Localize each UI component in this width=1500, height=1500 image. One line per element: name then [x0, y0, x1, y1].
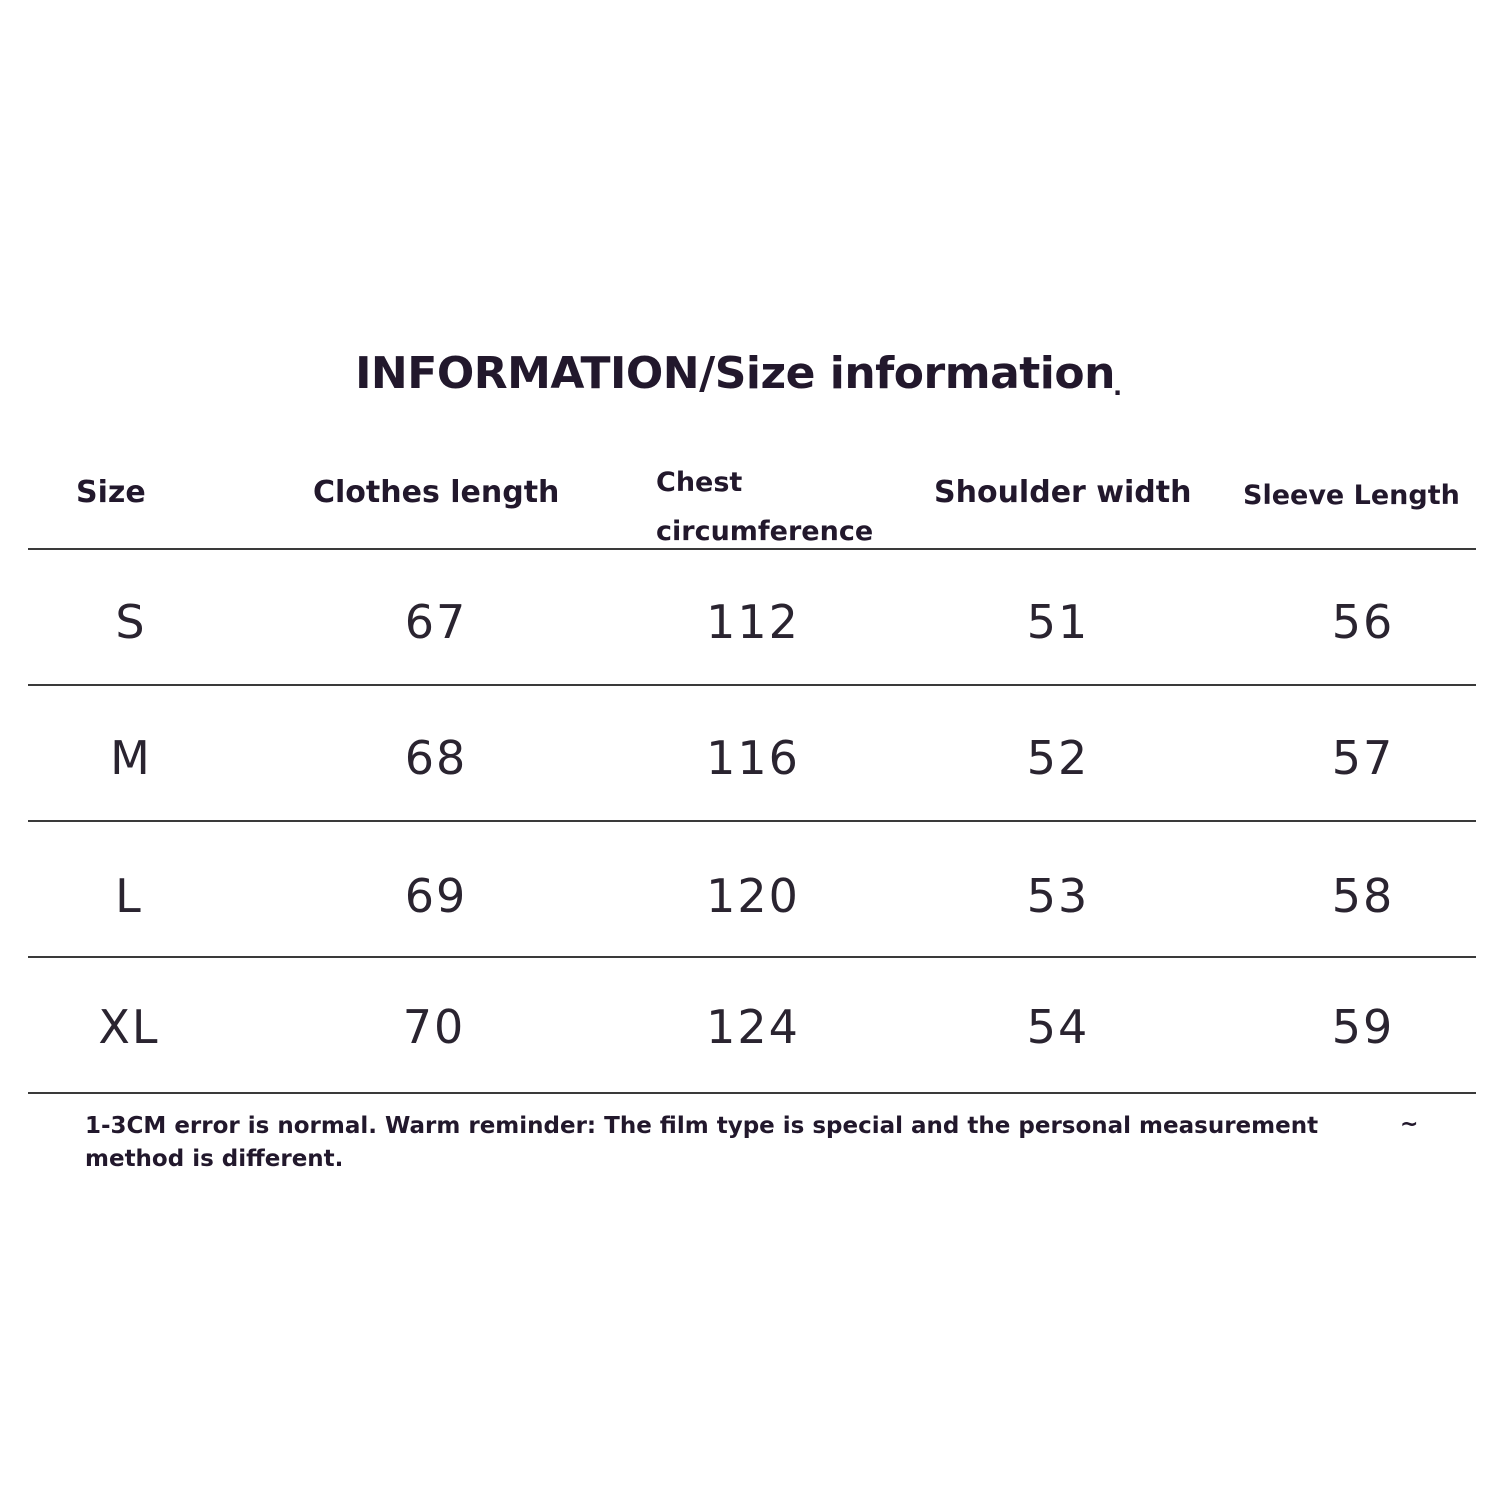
cell-shoulder: 53	[1026, 869, 1090, 923]
measurement-note: 1-3CM error is normal. Warm reminder: The film type is special and the personal measurement method is different.	[85, 1113, 1319, 1172]
table-divider	[28, 1092, 1476, 1094]
table-row	[0, 829, 1500, 963]
cell-size: M	[110, 731, 152, 785]
table-header-row	[0, 455, 1500, 545]
cell-sleeve: 56	[1331, 595, 1395, 649]
table-row	[0, 691, 1500, 825]
page-title: INFORMATION/Size information	[355, 348, 1115, 399]
header-size: Size	[76, 475, 146, 510]
cell-size: XL	[98, 1000, 160, 1054]
cell-clothes-length: 68	[404, 731, 468, 785]
table-row	[0, 960, 1500, 1094]
cell-size: L	[115, 869, 143, 923]
cell-shoulder: 51	[1026, 595, 1090, 649]
cell-sleeve: 59	[1331, 1000, 1395, 1054]
cell-size: S	[115, 595, 147, 649]
header-shoulder-width: Shoulder width	[934, 475, 1192, 510]
cell-chest: 112	[706, 595, 800, 649]
cell-clothes-length: 67	[404, 595, 468, 649]
header-sleeve-length: Sleeve Length	[1243, 480, 1460, 511]
cell-clothes-length: 70	[402, 1000, 466, 1054]
cell-clothes-length: 69	[404, 869, 468, 923]
header-clothes-length: Clothes length	[313, 475, 560, 510]
table-divider	[28, 820, 1476, 822]
cell-sleeve: 58	[1331, 869, 1395, 923]
table-divider	[28, 956, 1476, 958]
cell-sleeve: 57	[1331, 731, 1395, 785]
table-row	[0, 555, 1500, 689]
title-dot-mark: .	[1113, 373, 1123, 401]
cell-shoulder: 54	[1026, 1000, 1090, 1054]
note-tilde-mark: ~	[1400, 1112, 1419, 1137]
table-divider	[28, 548, 1476, 550]
table-divider	[28, 684, 1476, 686]
cell-chest: 116	[706, 731, 800, 785]
cell-chest: 124	[706, 1000, 800, 1054]
cell-shoulder: 52	[1026, 731, 1090, 785]
cell-chest: 120	[706, 869, 800, 923]
header-chest-circumference: Chest circumference	[656, 467, 874, 547]
